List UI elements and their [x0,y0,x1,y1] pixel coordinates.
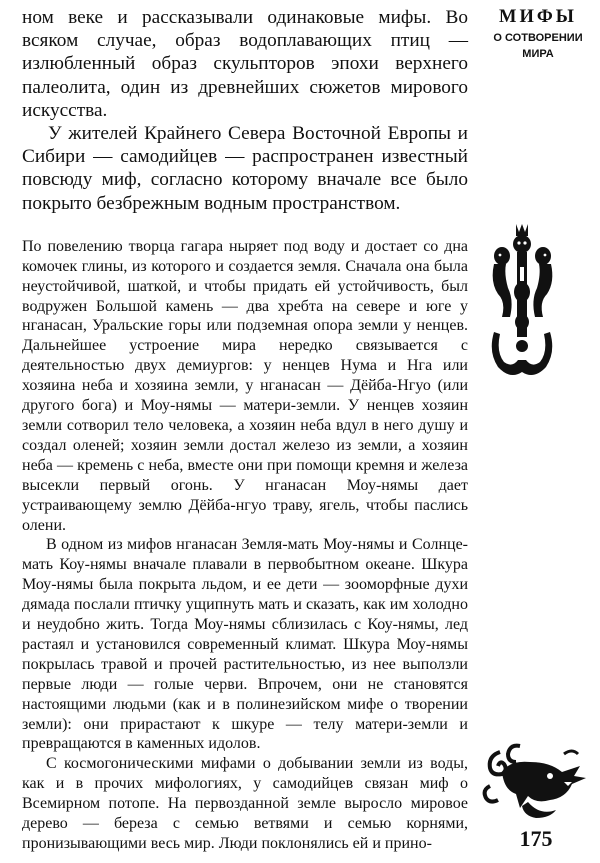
running-header [482,6,594,62]
body-paragraph: В одном из мифов нганасан Земля-мать Моу-нямы и Солнце-мать Коу-нямы вначале плавали в первобытном океане. Шкура Моу-нямы была покрыта льдом, и ее дети — зооморфные духи дямада послали птичку ущипнуть мать и сказать, как им холодно и неудобно жить. Тогда Моу-нямы сблизилась с Коу-нямы, лед растаял и установился современный климат. Шкура Моу-нямы покрылась травой и прочей растительностью, из нее выползли первые люди — голые черви. Впрочем, они не становятся настоящими людьми (как и в полинезийском мифе о творении земли): они прирастают к шкуре — телу матери-земли и превращаются в каменных идолов. [22,536,468,753]
section-subtitle: О СОТВОРЕНИИ [493,32,583,44]
main-column [22,6,468,854]
section-subtitle: МИРА [522,48,554,60]
shaman-figurine-illustration [488,222,558,382]
intro-section [22,6,468,215]
page-number: 175 [519,826,553,851]
body-paragraph: По повелению творца гагара ныряет под воду и достает со дна комочек глины, из которого и создается земля. Сначала она была неустойчивой, шаткой, и чтобы придать ей устойчивость, был водружен Большой камень — два хребта на севере и юге у нганасан, Уральские горы или подземная опора земли у ненцев. Дальнейшее устроение мира нередко связывается с деятельностью двух демиургов: у ненцев Нума и Нга или хозяина неба и хозяина земли, у нганасан — Дёйба-Нгуо (или другого бога) и Моу-нямы — матери-земли. У ненцев хозяин земли сотворил тело человека, а хозяин неба вдул в него душу и создал оленей; хозяин земли достал железо из земли, а хозяин неба — кремень с неба, вместе они при помощи кремня и железа высекли первый огонь. У нганасан Моу-нямы дает устраивающему землю Дёйба-нгуо траву, ягель, чтобы паслись олени. [22,237,468,534]
dragon-head-illustration [480,742,590,822]
body-section [22,237,468,854]
intro-paragraph: ном веке и рассказывали одинаковые мифы. Во всяком случае, образ водоплавающих птиц — излюбленный образ скульпторов эпохи верхнего палеолита, один из древнейших сюжетов мирового искусства. [22,7,468,121]
body-paragraph: С космогоническими мифами о добывании земли из воды, как и в прочих мифологиях, у самодийцев связан миф о Всемирном потопе. На первозданной земле выросло мировое дерево — береза с семью ветвями и семью корнями, пронизывающими весь мир. Люди поклонялись ей и прино- [22,755,468,853]
section-title: МИФЫ [499,7,577,27]
intro-paragraph: У жителей Крайнего Севера Восточной Европы и Сибири — самодийцев — распространен известный повсюду миф, согласно которому вначале все было покрыто безбрежным водным пространством. [22,123,468,214]
